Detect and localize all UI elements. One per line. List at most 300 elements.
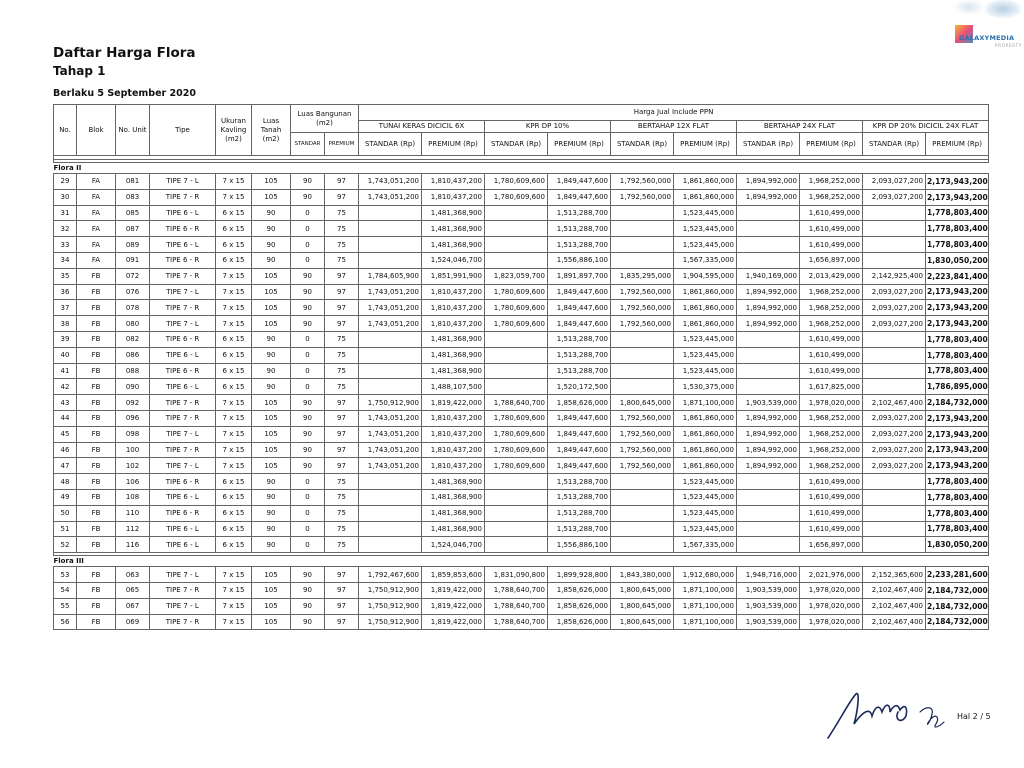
table-cell: TIPE 7 - L (150, 458, 216, 474)
table-cell (737, 474, 800, 490)
table-cell: 2,173,943,200 (926, 458, 989, 474)
table-cell: 105 (252, 426, 291, 442)
table-row (54, 363, 989, 379)
table-cell (611, 363, 674, 379)
table-cell: 1,894,992,000 (737, 284, 800, 300)
table-cell: 1,743,051,200 (359, 189, 422, 205)
table-cell: 1,792,560,000 (611, 442, 674, 458)
table-cell (863, 331, 926, 347)
table-cell: FB (77, 300, 116, 316)
table-cell: 43 (54, 395, 77, 411)
table-cell: 069 (116, 614, 150, 630)
table-cell: 2,173,943,200 (926, 316, 989, 332)
table-cell: 1,978,020,000 (800, 598, 863, 614)
table-cell: 105 (252, 582, 291, 598)
table-cell: 7 x 15 (216, 284, 252, 300)
table-cell: 1,835,295,000 (611, 268, 674, 284)
header-luas-tanah: Luas Tanah (m2) (252, 105, 291, 156)
table-cell: 97 (325, 395, 359, 411)
table-cell: 0 (291, 474, 325, 490)
table-cell: 1,530,375,000 (674, 379, 737, 395)
table-cell: FA (77, 189, 116, 205)
table-cell (737, 537, 800, 553)
table-cell (485, 474, 548, 490)
table-cell: FB (77, 489, 116, 505)
table-cell: 97 (325, 458, 359, 474)
table-cell: 100 (116, 442, 150, 458)
table-cell: 7 x 15 (216, 582, 252, 598)
table-cell: 1,819,422,000 (422, 598, 485, 614)
table-cell: 1,513,288,700 (548, 505, 611, 521)
header-price-standar: STANDAR (Rp) (863, 133, 926, 156)
corner-decoration (955, 0, 983, 14)
table-cell: 085 (116, 205, 150, 221)
table-cell: 75 (325, 363, 359, 379)
table-cell: 42 (54, 379, 77, 395)
table-cell (611, 474, 674, 490)
table-cell: FB (77, 442, 116, 458)
table-cell: 90 (252, 205, 291, 221)
table-cell: 1,481,368,900 (422, 331, 485, 347)
table-cell: TIPE 7 - L (150, 598, 216, 614)
table-cell: 75 (325, 252, 359, 268)
table-cell: FB (77, 268, 116, 284)
table-cell (611, 505, 674, 521)
table-cell: 1,861,860,000 (674, 284, 737, 300)
table-cell: 1,513,288,700 (548, 221, 611, 237)
table-cell: 1,861,860,000 (674, 442, 737, 458)
table-cell: 1,810,437,200 (422, 284, 485, 300)
table-row (54, 395, 989, 411)
table-cell: 1,861,860,000 (674, 410, 737, 426)
table-row (54, 300, 989, 316)
table-cell: 2,093,027,200 (863, 189, 926, 205)
table-cell: 6 x 15 (216, 363, 252, 379)
table-cell: 1,513,288,700 (548, 474, 611, 490)
table-cell: 1,481,368,900 (422, 505, 485, 521)
table-cell (863, 205, 926, 221)
table-cell: 2,093,027,200 (863, 174, 926, 190)
table-row (54, 474, 989, 490)
table-cell: 90 (252, 379, 291, 395)
table-cell: 1,810,437,200 (422, 426, 485, 442)
table-cell: 75 (325, 331, 359, 347)
table-cell: 1,750,912,900 (359, 582, 422, 598)
table-cell: 6 x 15 (216, 347, 252, 363)
table-cell: 97 (325, 410, 359, 426)
table-cell: 1,524,046,700 (422, 537, 485, 553)
table-cell: 1,513,288,700 (548, 347, 611, 363)
table-cell (359, 489, 422, 505)
table-cell: 1,810,437,200 (422, 410, 485, 426)
table-cell: 1,894,992,000 (737, 174, 800, 190)
table-cell (485, 347, 548, 363)
table-cell: FB (77, 521, 116, 537)
header-luas-bangunan: Luas Bangunan (m2) (291, 105, 359, 133)
table-cell: 1,830,050,200 (926, 537, 989, 553)
table-cell: FB (77, 379, 116, 395)
table-cell: 1,778,803,400 (926, 489, 989, 505)
table-cell: 1,750,912,900 (359, 598, 422, 614)
table-cell: 1,968,252,000 (800, 284, 863, 300)
table-cell: 38 (54, 316, 77, 332)
table-cell: 90 (252, 237, 291, 253)
section-header-row (54, 163, 989, 174)
table-cell (611, 521, 674, 537)
table-cell (863, 537, 926, 553)
table-cell: 1,894,992,000 (737, 458, 800, 474)
table-cell: 105 (252, 614, 291, 630)
table-cell: 1,861,860,000 (674, 300, 737, 316)
header-plan-tunai: TUNAI KERAS DICICIL 6X (359, 121, 485, 133)
header-tipe: Tipe (150, 105, 216, 156)
table-cell: FB (77, 395, 116, 411)
table-row (54, 521, 989, 537)
table-cell (485, 363, 548, 379)
table-cell: 40 (54, 347, 77, 363)
table-cell: 1,567,335,000 (674, 537, 737, 553)
table-cell: 080 (116, 316, 150, 332)
table-cell: 088 (116, 363, 150, 379)
table-cell: 1,513,288,700 (548, 521, 611, 537)
table-cell: 1,778,803,400 (926, 347, 989, 363)
table-cell: TIPE 6 - R (150, 505, 216, 521)
table-cell: TIPE 6 - L (150, 521, 216, 537)
table-cell: TIPE 6 - L (150, 379, 216, 395)
table-row (54, 505, 989, 521)
page-title: Daftar Harga Flora (53, 45, 196, 61)
table-cell: TIPE 6 - L (150, 237, 216, 253)
header-blok: Blok (77, 105, 116, 156)
table-cell: 1,481,368,900 (422, 221, 485, 237)
table-cell (611, 347, 674, 363)
table-cell: 108 (116, 489, 150, 505)
table-cell: 6 x 15 (216, 474, 252, 490)
table-cell: 2,093,027,200 (863, 316, 926, 332)
table-cell: FA (77, 205, 116, 221)
table-cell (737, 237, 800, 253)
table-cell: TIPE 6 - R (150, 252, 216, 268)
table-row (54, 284, 989, 300)
table-cell (359, 379, 422, 395)
table-cell: 90 (291, 614, 325, 630)
table-cell: FB (77, 316, 116, 332)
table-cell: 2,093,027,200 (863, 442, 926, 458)
signature-1 (828, 693, 907, 738)
header-lb-premium: PREMIUM (325, 133, 359, 156)
table-cell: FB (77, 410, 116, 426)
table-cell (863, 521, 926, 537)
table-cell: 6 x 15 (216, 505, 252, 521)
table-cell (359, 237, 422, 253)
page-subtitle: Tahap 1 (53, 64, 106, 78)
table-cell: 1,778,803,400 (926, 205, 989, 221)
table-cell: 1,849,447,600 (548, 426, 611, 442)
table-cell: 1,523,445,000 (674, 205, 737, 221)
table-cell: TIPE 7 - R (150, 614, 216, 630)
table-cell: 2,184,732,000 (926, 582, 989, 598)
table-cell: 90 (252, 347, 291, 363)
table-cell: 1,858,626,000 (548, 598, 611, 614)
table-cell: 90 (291, 410, 325, 426)
table-cell: 1,750,912,900 (359, 395, 422, 411)
table-cell: 90 (291, 442, 325, 458)
table-cell: 2,173,943,200 (926, 189, 989, 205)
table-cell: 1,968,252,000 (800, 458, 863, 474)
table-cell: FB (77, 614, 116, 630)
table-cell: 1,523,445,000 (674, 505, 737, 521)
table-cell: 1,556,886,100 (548, 252, 611, 268)
table-cell: 1,792,467,600 (359, 567, 422, 583)
table-cell: 1,524,046,700 (422, 252, 485, 268)
table-cell: 90 (291, 582, 325, 598)
table-cell: 1,948,716,000 (737, 567, 800, 583)
table-cell: 0 (291, 205, 325, 221)
table-cell: 1,523,445,000 (674, 521, 737, 537)
table-cell: 1,610,499,000 (800, 237, 863, 253)
table-cell: TIPE 7 - R (150, 300, 216, 316)
table-cell: 2,093,027,200 (863, 458, 926, 474)
table-cell: 105 (252, 567, 291, 583)
table-cell: 52 (54, 537, 77, 553)
table-cell: 089 (116, 237, 150, 253)
table-cell (485, 331, 548, 347)
table-cell: FB (77, 567, 116, 583)
table-cell: 105 (252, 316, 291, 332)
table-cell: TIPE 7 - R (150, 442, 216, 458)
table-cell: 105 (252, 300, 291, 316)
table-cell: 90 (291, 598, 325, 614)
table-cell (737, 205, 800, 221)
table-cell: TIPE 6 - L (150, 489, 216, 505)
table-cell: 0 (291, 505, 325, 521)
table-cell: FB (77, 537, 116, 553)
table-cell: 1,849,447,600 (548, 442, 611, 458)
table-header (54, 105, 989, 160)
table-cell: 072 (116, 268, 150, 284)
table-cell: 1,871,100,000 (674, 582, 737, 598)
table-cell: 90 (252, 489, 291, 505)
table-cell: 2,173,943,200 (926, 426, 989, 442)
table-cell: 1,858,626,000 (548, 582, 611, 598)
section-name: Flora II (54, 163, 989, 174)
table-cell: 2,173,943,200 (926, 442, 989, 458)
table-cell: 54 (54, 582, 77, 598)
table-cell: 0 (291, 331, 325, 347)
table-cell (611, 379, 674, 395)
table-cell: 1,513,288,700 (548, 489, 611, 505)
table-cell: 1,610,499,000 (800, 505, 863, 521)
table-cell: 105 (252, 410, 291, 426)
table-cell (863, 252, 926, 268)
table-cell: 90 (252, 505, 291, 521)
table-cell: 90 (291, 426, 325, 442)
table-cell (737, 221, 800, 237)
table-cell: TIPE 7 - R (150, 189, 216, 205)
table-row (54, 426, 989, 442)
table-cell: 33 (54, 237, 77, 253)
table-cell: 1,788,640,700 (485, 582, 548, 598)
table-cell: FB (77, 363, 116, 379)
table-cell: 90 (291, 316, 325, 332)
section-header-row (54, 556, 989, 567)
table-cell (611, 252, 674, 268)
table-cell: 6 x 15 (216, 205, 252, 221)
table-cell: 34 (54, 252, 77, 268)
table-cell (863, 379, 926, 395)
header-price-premium: PREMIUM (Rp) (674, 133, 737, 156)
table-cell: TIPE 7 - R (150, 582, 216, 598)
table-cell: 2,173,943,200 (926, 174, 989, 190)
table-cell: 6 x 15 (216, 331, 252, 347)
table-cell: 2,093,027,200 (863, 300, 926, 316)
table-cell: 1,851,991,900 (422, 268, 485, 284)
table-cell: 1,894,992,000 (737, 442, 800, 458)
table-cell: 90 (291, 567, 325, 583)
table-cell: 1,481,368,900 (422, 474, 485, 490)
table-cell: 083 (116, 189, 150, 205)
table-cell: FA (77, 174, 116, 190)
table-cell: 1,481,368,900 (422, 347, 485, 363)
table-body (54, 160, 989, 630)
table-row (54, 410, 989, 426)
table-cell: TIPE 7 - R (150, 410, 216, 426)
header-price-premium: PREMIUM (Rp) (422, 133, 485, 156)
table-cell: 2,233,281,600 (926, 567, 989, 583)
table-cell (611, 331, 674, 347)
table-cell: 1,903,539,000 (737, 614, 800, 630)
table-cell: TIPE 7 - L (150, 174, 216, 190)
table-cell: 0 (291, 363, 325, 379)
table-cell: 1,792,560,000 (611, 426, 674, 442)
table-cell: 7 x 15 (216, 426, 252, 442)
table-cell: 1,810,437,200 (422, 174, 485, 190)
table-cell: 1,891,897,700 (548, 268, 611, 284)
table-row (54, 598, 989, 614)
table-cell: 1,488,107,500 (422, 379, 485, 395)
table-cell: 1,894,992,000 (737, 316, 800, 332)
table-cell: FA (77, 237, 116, 253)
header-price-standar: STANDAR (Rp) (611, 133, 674, 156)
table-cell: 1,849,447,600 (548, 189, 611, 205)
header-plan-kpr20: KPR DP 20% DICICIL 24X FLAT (863, 121, 989, 133)
table-cell: 6 x 15 (216, 237, 252, 253)
table-cell: 2,223,841,400 (926, 268, 989, 284)
table-cell: 0 (291, 221, 325, 237)
table-cell: 1,780,609,600 (485, 442, 548, 458)
table-cell: 1,903,539,000 (737, 582, 800, 598)
table-cell: FB (77, 458, 116, 474)
table-cell: 106 (116, 474, 150, 490)
table-cell: 75 (325, 489, 359, 505)
table-cell: 1,743,051,200 (359, 284, 422, 300)
table-cell: 1,894,992,000 (737, 426, 800, 442)
table-cell: 75 (325, 379, 359, 395)
table-cell: 1,940,169,000 (737, 268, 800, 284)
table-row (54, 537, 989, 553)
table-row (54, 316, 989, 332)
table-cell: 1,849,447,600 (548, 458, 611, 474)
table-cell (863, 505, 926, 521)
table-cell: 90 (252, 537, 291, 553)
table-cell: 1,523,445,000 (674, 221, 737, 237)
table-cell: 1,610,499,000 (800, 221, 863, 237)
table-cell: 1,780,609,600 (485, 316, 548, 332)
header-plan-24x: BERTAHAP 24X FLAT (737, 121, 863, 133)
table-cell: TIPE 7 - L (150, 284, 216, 300)
table-cell (863, 363, 926, 379)
table-cell: 1,513,288,700 (548, 205, 611, 221)
table-cell: 90 (291, 189, 325, 205)
table-cell: 1,871,100,000 (674, 614, 737, 630)
table-cell: 1,903,539,000 (737, 598, 800, 614)
section-name: Flora III (54, 556, 989, 567)
table-cell: 1,810,437,200 (422, 458, 485, 474)
table-cell: 97 (325, 614, 359, 630)
table-row (54, 347, 989, 363)
table-cell: 1,903,539,000 (737, 395, 800, 411)
table-cell: 2,152,365,600 (863, 567, 926, 583)
table-cell: 97 (325, 284, 359, 300)
table-cell: 1,861,860,000 (674, 316, 737, 332)
table-cell: 1,800,645,000 (611, 598, 674, 614)
table-cell: 1,861,860,000 (674, 189, 737, 205)
table-cell: FA (77, 252, 116, 268)
table-cell (359, 505, 422, 521)
table-cell: 1,792,560,000 (611, 284, 674, 300)
table-cell: 48 (54, 474, 77, 490)
table-cell: 97 (325, 582, 359, 598)
table-row (54, 489, 989, 505)
table-cell: 90 (252, 363, 291, 379)
table-cell: 1,780,609,600 (485, 284, 548, 300)
table-cell: 2,021,976,000 (800, 567, 863, 583)
table-cell: 2,102,467,400 (863, 614, 926, 630)
table-cell: 1,800,645,000 (611, 614, 674, 630)
header-price-standar: STANDAR (Rp) (359, 133, 422, 156)
table-cell: 102 (116, 458, 150, 474)
table-cell: 105 (252, 395, 291, 411)
table-cell (863, 347, 926, 363)
table-row (54, 614, 989, 630)
table-cell: FB (77, 505, 116, 521)
table-cell: 7 x 15 (216, 395, 252, 411)
table-cell: 1,810,437,200 (422, 442, 485, 458)
table-cell: 51 (54, 521, 77, 537)
table-cell: 1,792,560,000 (611, 189, 674, 205)
table-cell: 90 (291, 458, 325, 474)
table-cell: 1,788,640,700 (485, 395, 548, 411)
header-price-standar: STANDAR (Rp) (737, 133, 800, 156)
table-cell: 116 (116, 537, 150, 553)
table-cell: 56 (54, 614, 77, 630)
table-cell: 1,968,252,000 (800, 300, 863, 316)
table-cell: 1,861,860,000 (674, 458, 737, 474)
table-row (54, 237, 989, 253)
table-cell: 1,523,445,000 (674, 474, 737, 490)
table-cell: 0 (291, 537, 325, 553)
table-cell: 1,978,020,000 (800, 395, 863, 411)
page-number: Hal 2 / 5 (957, 712, 991, 721)
table-cell (485, 205, 548, 221)
table-cell: 97 (325, 442, 359, 458)
effective-date: Berlaku 5 September 2020 (53, 88, 196, 99)
table-cell: 096 (116, 410, 150, 426)
table-cell: 1,778,803,400 (926, 474, 989, 490)
table-cell: 1,978,020,000 (800, 582, 863, 598)
table-row (54, 205, 989, 221)
table-row (54, 567, 989, 583)
